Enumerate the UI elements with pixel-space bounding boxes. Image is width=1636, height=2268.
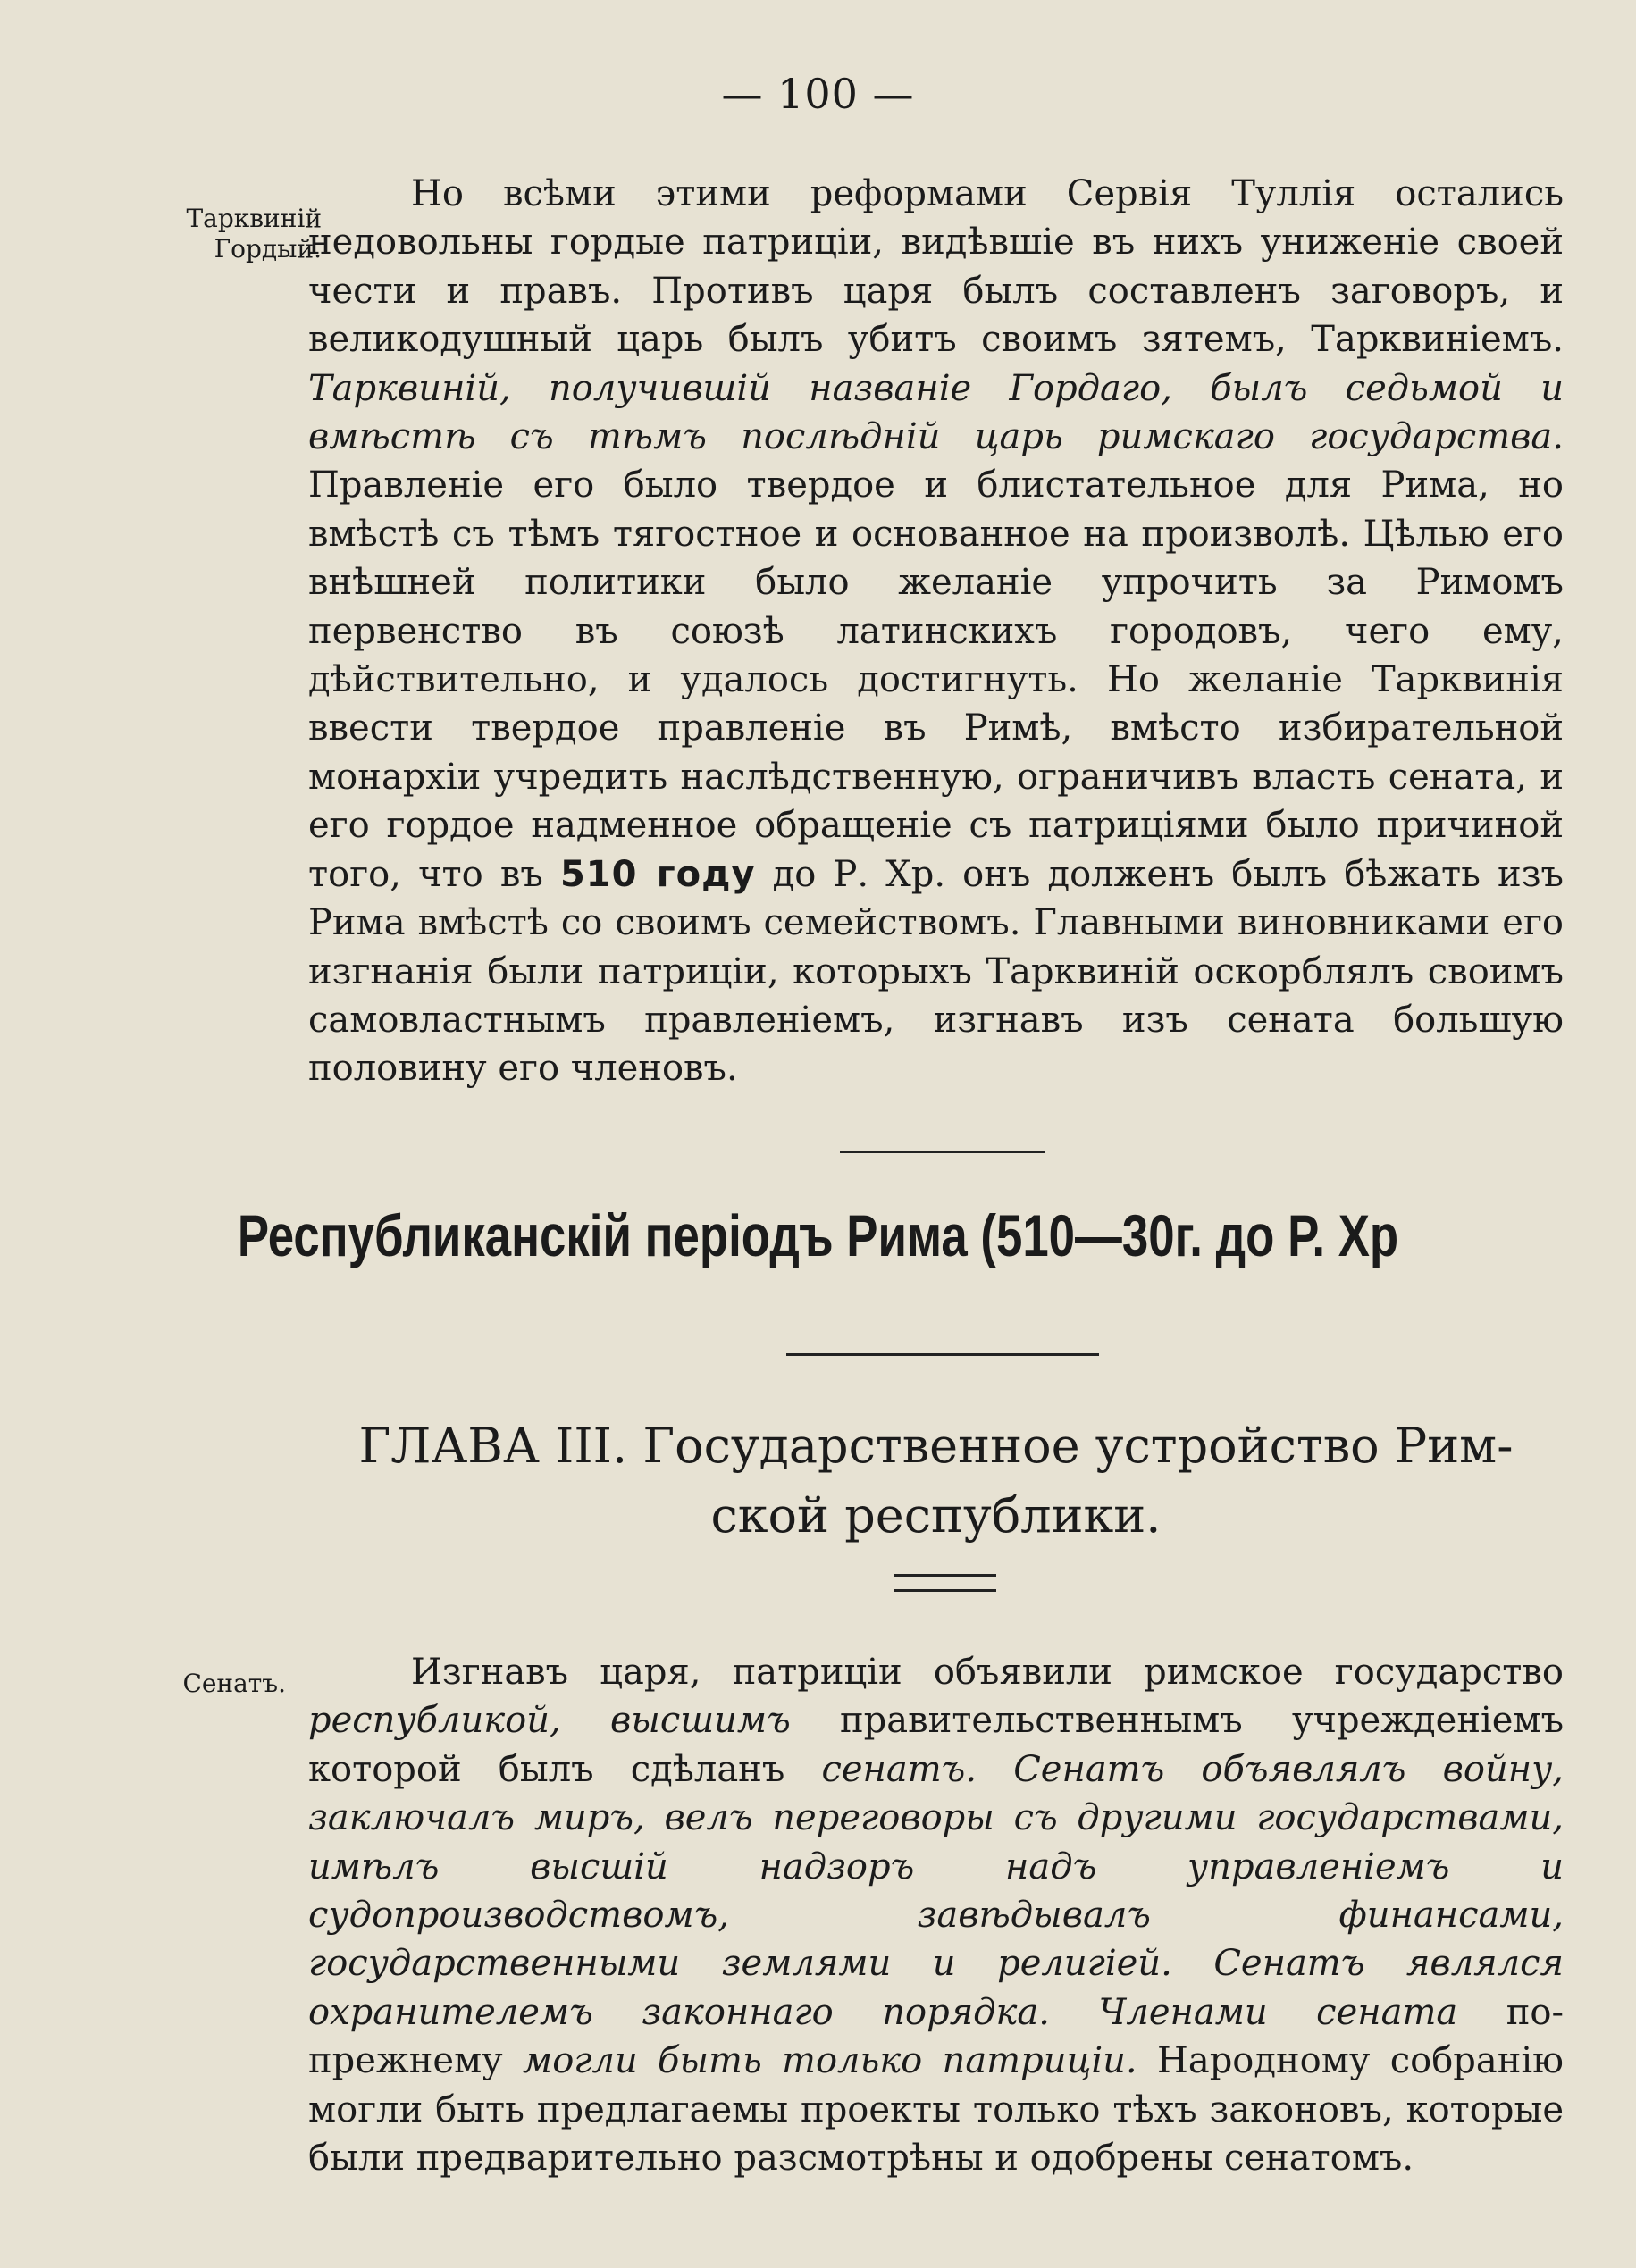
paragraph-italic-text: могли быть только патриціи. [523, 2040, 1137, 2082]
chapter-heading-line: ГЛАВА III. Государственное устройство Рим- [358, 1418, 1514, 1474]
chapter-heading-line: ской республики. [710, 1487, 1162, 1544]
chapter-heading [308, 1411, 1564, 1551]
paragraph-text: по-прежнему [308, 1991, 1565, 2082]
margin-note-tarquinius [116, 204, 322, 264]
page-number: — 100 — [721, 70, 915, 118]
paragraph-tarquinius [308, 170, 1564, 1093]
period-heading: Республиканскій періодъ Рима (510—30г. до Р. Хр [237, 1202, 1399, 1268]
paragraph-text: Правленіе его было твердое и блистательное для Рима, но вмѣстѣ съ тѣмъ тягостное и основанное на произволѣ. Цѣлью его внѣшней политики было желаніе упрочить за Римомъ первенство въ союзѣ латинскихъ городовъ, чего ему, дѣйствительно, и удалось достигнуть. Но желаніе Тарквинія ввести твердое правленіе въ Римѣ, вмѣсто избирательной монархіи учредить наслѣдственную, ограничивъ власть сената, и его гордое надменное обращеніе съ патриціями было причиной того, что въ [308, 464, 1564, 895]
paragraph-senate [308, 1648, 1564, 2182]
paragraph-text: правительственнымъ учрежденіемъ которой былъ сдѣланъ [308, 1700, 1565, 1790]
paragraph-italic-text: республикой, высшимъ [308, 1700, 791, 1742]
double-rule-divider [894, 1574, 996, 1592]
margin-note-line: Гордый. [214, 234, 322, 264]
paragraph-italic-text: Тарквиній, получившій названіе Гордаго, былъ седьмой и вмѣстѣ съ тѣмъ послѣдній царь римскаго государства. [308, 367, 1564, 458]
paragraph-text: Народному собранію могли быть предлагаемы проекты только тѣхъ законовъ, которые были предварительно разсмотрѣны и одобрены сенатомъ. [308, 2040, 1565, 2180]
paragraph-text: до Р. Хр. онъ долженъ былъ бѣжать изъ Рима вмѣстѣ со своимъ семействомъ. Главными виновниками его изгнанія были патриціи, которыхъ Тарквиній оскорблялъ своимъ самовластнымъ правленіемъ, изгнавъ изъ сената большую половину его членовъ. [308, 853, 1564, 1090]
ornamental-divider [786, 1353, 1099, 1356]
section-divider [840, 1151, 1045, 1153]
paragraph-italic-text: сенатъ. Сенатъ объявлялъ войну, заключалъ миръ, велъ переговоры съ другими государствами, имѣлъ высшій надзоръ надъ управленіемъ и судопроизводствомъ, завѣдывалъ финансами, государственными землями и религіей. Сенатъ являлся охранителемъ законнаго порядка. Членами сената [308, 1748, 1564, 2033]
paragraph-text: Изгнавъ царя, патриціи объявили римское государство [411, 1652, 1564, 1693]
year-510-bold: 510 году [559, 853, 756, 895]
margin-note-line: Тарквиній [186, 204, 322, 233]
margin-note-senate: Сенатъ. [182, 1669, 286, 1698]
paragraph-text: Но всѣми этими реформами Сервія Туллія остались недовольны гордые патриціи, видѣвшіе въ нихъ униженіе своей чести и правъ. Противъ царя былъ составленъ заговоръ, и великодушный царь былъ убитъ своимъ зятемъ, Тарквиніемъ. [308, 173, 1564, 361]
